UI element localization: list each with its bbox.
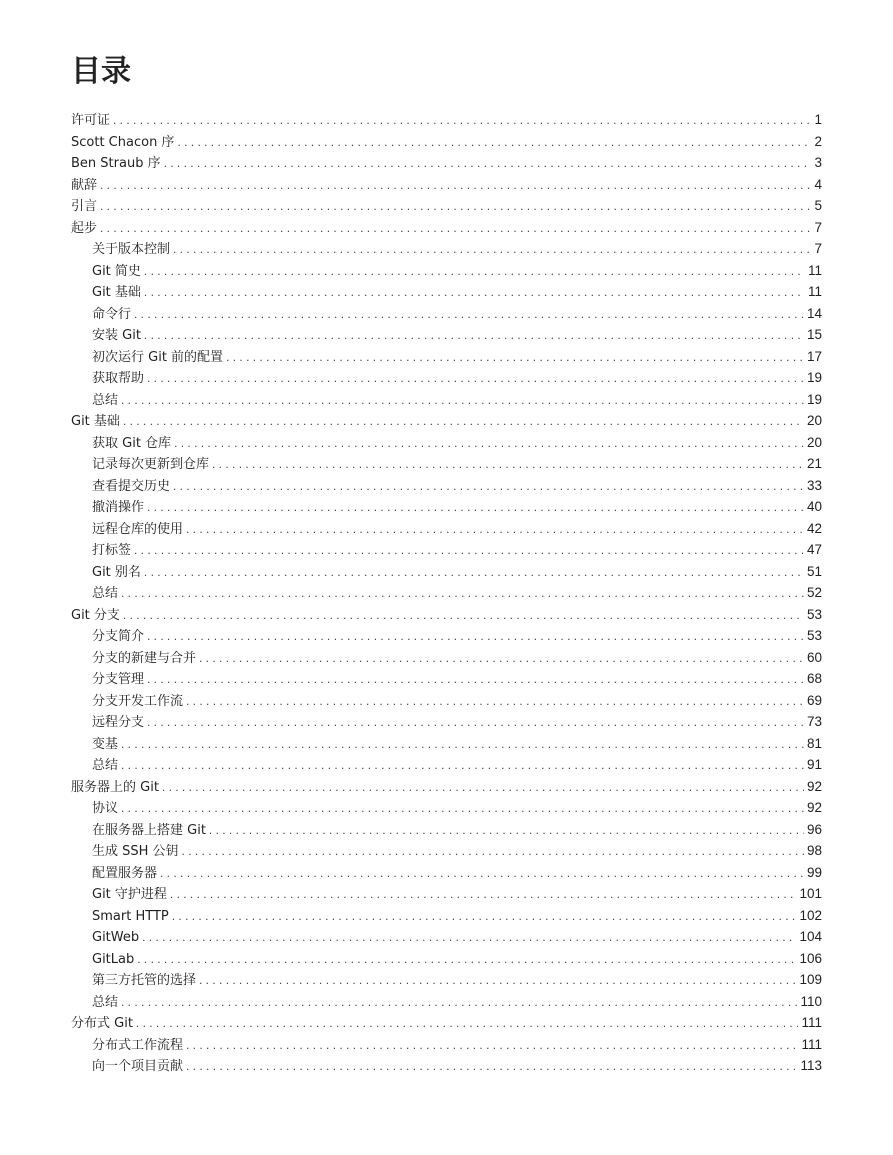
- dot-leader: [144, 282, 805, 303]
- dot-leader: [172, 906, 797, 927]
- toc-list: [71, 109, 822, 1077]
- toc-entry-label: Git 别名: [92, 564, 141, 580]
- dot-leader: [209, 820, 804, 841]
- toc-entry-label: 变基: [92, 736, 119, 752]
- dot-leader: [136, 1013, 799, 1034]
- toc-page-number: 1: [814, 112, 822, 127]
- toc-page-number: 7: [814, 241, 822, 256]
- toc-entry-label: 第三方托管的选择: [92, 973, 197, 988]
- dot-leader: [137, 949, 796, 970]
- toc-entry[interactable]: [71, 604, 822, 626]
- toc-page-number: 60: [806, 649, 822, 665]
- dot-leader: [170, 884, 797, 905]
- dot-leader: [173, 476, 804, 497]
- toc-page-number: 20: [806, 434, 822, 450]
- toc-page-number: 110: [800, 993, 822, 1009]
- dot-leader: [182, 841, 804, 862]
- toc-entry-label: 总结: [92, 758, 119, 773]
- toc-page: [71, 0, 822, 1074]
- toc-page-number: 111: [801, 1036, 822, 1052]
- toc-entry-label: 撤消操作: [92, 500, 145, 515]
- toc-subentry[interactable]: [71, 883, 822, 905]
- dot-leader: [164, 153, 812, 174]
- toc-page-number: 91: [806, 757, 822, 772]
- toc-page-number: 104: [799, 929, 822, 944]
- toc-page-number: 69: [806, 692, 822, 708]
- toc-page-number: 14: [806, 305, 822, 321]
- toc-page-number: 109: [799, 972, 822, 987]
- toc-entry-label: 打标签: [92, 543, 132, 558]
- dot-leader: [144, 325, 804, 346]
- toc-page-number: 81: [806, 735, 822, 751]
- toc-entry[interactable]: [71, 217, 822, 239]
- toc-page-number: 3: [814, 155, 822, 170]
- dot-leader: [144, 562, 804, 583]
- toc-entry-label: 协议: [92, 801, 119, 816]
- dot-leader: [121, 755, 804, 776]
- toc-entry-label: Git 守护进程: [92, 887, 167, 902]
- toc-subentry[interactable]: [71, 733, 822, 755]
- toc-entry[interactable]: [71, 195, 822, 217]
- toc-page-number: 73: [806, 714, 822, 729]
- dot-leader: [186, 519, 804, 540]
- toc-page-number: 42: [806, 520, 822, 536]
- toc-page-number: 92: [806, 800, 822, 815]
- toc-page-number: 7: [814, 219, 822, 235]
- toc-entry-label: Ben Straub 序: [71, 156, 161, 171]
- toc-entry-label: 生成 SSH 公钥: [92, 844, 179, 859]
- toc-entry-label: 起步: [71, 220, 98, 236]
- dot-leader: [121, 583, 804, 604]
- toc-page-number: 53: [806, 628, 822, 643]
- dot-leader: [186, 1035, 798, 1056]
- dot-leader: [121, 992, 797, 1013]
- dot-leader: [100, 196, 811, 217]
- toc-page-number: 40: [806, 499, 822, 514]
- toc-subentry[interactable]: [71, 432, 822, 454]
- toc-page-number: 19: [806, 370, 822, 385]
- toc-subentry[interactable]: [71, 303, 822, 325]
- toc-subentry[interactable]: [71, 840, 822, 862]
- toc-entry-label: 关于版本控制: [92, 242, 171, 257]
- toc-page-number: 2: [814, 133, 822, 149]
- toc-entry-label: 献辞: [71, 177, 98, 193]
- toc-entry-label: 总结: [92, 392, 119, 408]
- dot-leader: [134, 540, 804, 561]
- toc-entry-label: 初次运行 Git 前的配置: [92, 349, 224, 365]
- toc-entry[interactable]: [71, 152, 822, 174]
- toc-subentry[interactable]: [71, 496, 822, 518]
- toc-subentry[interactable]: [71, 647, 822, 669]
- toc-entry-label: 配置服务器: [92, 865, 158, 881]
- toc-subentry[interactable]: [71, 1034, 822, 1056]
- toc-page-number: 17: [806, 348, 822, 364]
- toc-subentry[interactable]: [71, 1055, 822, 1077]
- toc-entry[interactable]: [71, 1012, 822, 1034]
- dot-leader: [162, 777, 804, 798]
- toc-subentry[interactable]: [71, 905, 822, 927]
- dot-leader: [123, 411, 804, 432]
- dot-leader: [147, 368, 804, 389]
- toc-page-number: 99: [806, 864, 822, 880]
- toc-page-number: 5: [814, 198, 822, 213]
- toc-page-number: 96: [806, 821, 822, 837]
- toc-subentry[interactable]: [71, 453, 822, 475]
- toc-entry-label: 向一个项目贡献: [92, 1059, 184, 1074]
- toc-entry-label: 安装 Git: [92, 328, 141, 343]
- toc-page-number: 92: [806, 778, 822, 794]
- toc-page-number: 21: [806, 456, 822, 471]
- toc-entry-label: 分支开发工作流: [92, 693, 184, 709]
- toc-entry-label: 分支的新建与合并: [92, 650, 197, 666]
- toc-subentry[interactable]: [71, 948, 822, 970]
- dot-leader: [121, 798, 804, 819]
- toc-entry-label: 分支简介: [92, 629, 145, 644]
- toc-subentry[interactable]: [71, 797, 822, 819]
- toc-subentry[interactable]: [71, 324, 822, 346]
- toc-subentry[interactable]: [71, 625, 822, 647]
- toc-entry-label: 总结: [92, 586, 119, 601]
- toc-entry[interactable]: [71, 410, 822, 432]
- dot-leader: [226, 347, 804, 368]
- dot-leader: [142, 927, 796, 948]
- toc-entry-label: 远程仓库的使用: [92, 521, 184, 537]
- toc-page-number: 102: [799, 907, 822, 923]
- toc-page-number: 106: [799, 950, 822, 966]
- toc-entry-label: 获取 Git 仓库: [92, 435, 172, 451]
- toc-page-number: 33: [806, 477, 822, 493]
- toc-entry-label: Git 简史: [92, 263, 141, 279]
- dot-leader: [123, 605, 804, 626]
- toc-page-number: 47: [806, 542, 822, 557]
- toc-subentry[interactable]: [71, 991, 822, 1013]
- toc-subentry[interactable]: [71, 260, 822, 282]
- dot-leader: [174, 433, 804, 454]
- toc-subentry[interactable]: [71, 819, 822, 841]
- dot-leader: [212, 454, 804, 475]
- toc-entry-label: Smart HTTP: [92, 908, 169, 924]
- dot-leader: [177, 132, 811, 153]
- dot-leader: [160, 863, 804, 884]
- toc-entry-label: 分布式工作流程: [92, 1037, 184, 1053]
- toc-entry-label: 总结: [92, 994, 119, 1010]
- dot-leader: [186, 1056, 797, 1077]
- toc-subentry[interactable]: [71, 389, 822, 411]
- toc-subentry[interactable]: [71, 475, 822, 497]
- toc-subentry[interactable]: [71, 346, 822, 368]
- toc-entry-label: 查看提交历史: [92, 478, 171, 494]
- toc-page-number: 11: [807, 262, 822, 278]
- toc-entry[interactable]: [71, 109, 822, 131]
- toc-entry[interactable]: [71, 174, 822, 196]
- toc-page-number: 20: [806, 413, 822, 428]
- toc-subentry[interactable]: [71, 582, 822, 604]
- dot-leader: [147, 712, 804, 733]
- dot-leader: [100, 218, 811, 239]
- toc-page-number: 101: [799, 886, 822, 901]
- toc-entry-label: 分布式 Git: [71, 1016, 133, 1031]
- toc-entry-label: 远程分支: [92, 715, 145, 730]
- toc-page-number: 98: [806, 843, 822, 858]
- toc-entry[interactable]: [71, 131, 822, 153]
- toc-subentry[interactable]: [71, 862, 822, 884]
- toc-subentry[interactable]: [71, 539, 822, 561]
- toc-page-number: 19: [806, 391, 822, 407]
- toc-page-number: 53: [806, 606, 822, 622]
- toc-entry-label: 在服务器上搭建 Git: [92, 822, 206, 838]
- toc-page-number: 111: [801, 1015, 822, 1030]
- toc-entry-label: GitLab: [92, 951, 135, 967]
- toc-entry-label: 命令行: [92, 306, 132, 322]
- toc-subentry[interactable]: [71, 518, 822, 540]
- page-title: 目录: [71, 54, 131, 89]
- toc-subentry[interactable]: [71, 690, 822, 712]
- toc-entry-label: 获取帮助: [92, 371, 145, 386]
- toc-entry-label: 记录每次更新到仓库: [92, 457, 210, 472]
- toc-subentry[interactable]: [71, 668, 822, 690]
- dot-leader: [199, 970, 796, 991]
- toc-subentry[interactable]: [71, 754, 822, 776]
- toc-subentry[interactable]: [71, 711, 822, 733]
- toc-page-number: 51: [806, 563, 822, 579]
- dot-leader: [147, 497, 804, 518]
- toc-entry[interactable]: [71, 776, 822, 798]
- dot-leader: [147, 669, 804, 690]
- toc-entry-label: Git 基础: [71, 414, 120, 429]
- dot-leader: [144, 261, 805, 282]
- toc-page-number: 4: [814, 176, 822, 192]
- toc-entry-label: 分支管理: [92, 672, 145, 687]
- dot-leader: [113, 110, 811, 131]
- toc-page-number: 15: [806, 327, 822, 342]
- toc-page-number: 11: [807, 284, 822, 299]
- toc-entry-label: Git 基础: [92, 285, 141, 300]
- toc-page-number: 52: [806, 585, 822, 600]
- toc-page-number: 68: [806, 671, 822, 686]
- toc-entry-label: 许可证: [71, 113, 111, 128]
- dot-leader: [121, 390, 804, 411]
- dot-leader: [186, 691, 804, 712]
- toc-subentry[interactable]: [71, 238, 822, 260]
- toc-subentry[interactable]: [71, 367, 822, 389]
- toc-subentry[interactable]: [71, 969, 822, 991]
- dot-leader: [173, 239, 811, 260]
- toc-subentry[interactable]: [71, 561, 822, 583]
- toc-subentry[interactable]: [71, 926, 822, 948]
- toc-entry-label: GitWeb: [92, 930, 140, 945]
- dot-leader: [134, 304, 804, 325]
- toc-page-number: 113: [800, 1058, 822, 1073]
- toc-entry-label: 服务器上的 Git: [71, 779, 159, 795]
- toc-entry-label: 引言: [71, 199, 98, 214]
- dot-leader: [147, 626, 804, 647]
- toc-subentry[interactable]: [71, 281, 822, 303]
- dot-leader: [100, 175, 811, 196]
- toc-entry-label: Scott Chacon 序: [71, 134, 175, 150]
- dot-leader: [199, 648, 804, 669]
- toc-entry-label: Git 分支: [71, 607, 120, 623]
- dot-leader: [121, 734, 804, 755]
